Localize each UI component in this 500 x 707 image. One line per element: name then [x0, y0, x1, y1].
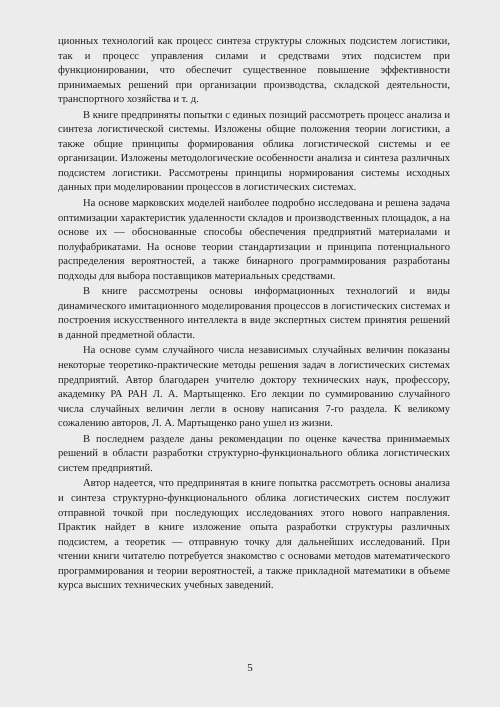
page-body-text — [58, 35, 450, 595]
paragraph-5: На основе сумм случайного числа независимых случайных величин показаны некоторые теоретико-практические методы решения задач в логистических системах предприятий. Автор благодарен учителю доктору технических наук, профессору, академику РА РАН Л. А. Мартыщенко. Его лекции по суммированию случайного числа случайных величин легли в основу написания 7-го раздела. К великому сожалению авторов, Л. А. Мартыщенко рано ушел из жизни. — [58, 345, 450, 430]
paragraph-1: ционных технологий как процесс синтеза структуры сложных подсистем логистики, так и процесс управления силами и средствами этих подсистем при функционировании, что обеспечит существенное повышение эффективности принимаемых решений при организации производства, складской деятельности, транспортного хозяйства и т. д. — [58, 36, 450, 106]
paragraph-2: В книге предприняты попытки с единых позиций рассмотреть процесс анализа и синтеза логистической системы. Изложены общие положения теории логистики, а также общие принципы формирования облика логистической системы и ее организации. Изложены методологические особенности анализа и синтеза различных подсистем логистики. Рассмотрены принципы нормирования системы исходных данных при моделировании процессов в логистических системах. — [58, 109, 450, 194]
paragraph-7: Автор надеется, что предпринятая в книге попытка рассмотреть основы анализа и синтеза структурно-функционального облика логистических систем послужит отправной точкой при последующих исследованиях этого нового направления. Практик найдет в книге изложение опыта разработки структуры различных подсистем, а теоретик — отправную точку для дальнейших исследований. При чтении книги читателю потребуется знакомство с основами методов математического программирования и теории вероятностей, а также прикладной математики в объеме курса высших технических учебных заведений. — [58, 478, 450, 592]
page-number: 5 — [247, 662, 253, 674]
paragraph-4: В книге рассмотрены основы информационных технологий и виды динамического имитационного моделирования процессов в логистических системах и построения искусственного интеллекта в виде экспертных систем принятия решений в данной предметной области. — [58, 286, 450, 341]
paragraph-6: В последнем разделе даны рекомендации по оценке качества принимаемых решений в области разработки структурно-функционального облика логистических систем предприятий. — [58, 433, 450, 474]
paragraph-3: На основе марковских моделей наиболее подробно исследована и решена задача оптимизации характеристик удаленности складов и производственных площадок, а на основе их — обоснованные способы обеспечения предприятий материалами и полуфабрикатами. На основе теории стандартизации и принципа потенциального распределения вероятностей, а также бинарного программирования разработаны подходы для выбора поставщиков материальных средствами. — [58, 198, 450, 282]
